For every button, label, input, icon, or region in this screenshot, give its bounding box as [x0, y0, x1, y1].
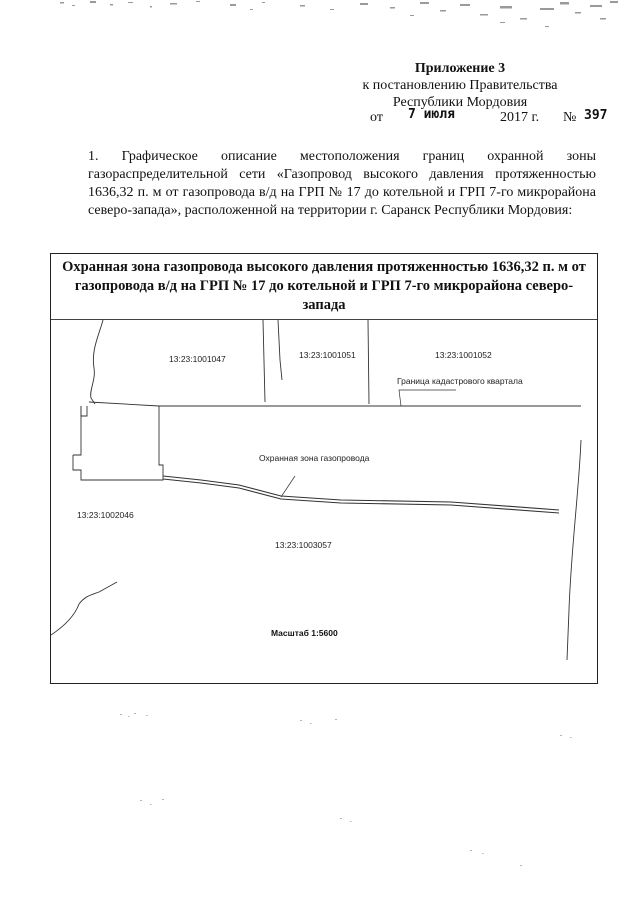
gas-pipeline — [163, 479, 559, 513]
date-from-label: от — [370, 110, 383, 125]
gas-pipeline — [163, 476, 559, 510]
parcel-label: 13:23:1001047 — [169, 354, 226, 364]
parcel-boundary-line — [567, 440, 581, 660]
appendix-line-2: Республики Мордовия — [392, 95, 528, 110]
parcel-label: 13:23:1001051 — [299, 350, 356, 360]
parcel-boundary-line — [51, 582, 117, 635]
parcel-boundary-line — [278, 320, 282, 380]
leader-line — [399, 390, 456, 406]
parcel-boundary-line — [263, 320, 265, 402]
number-sign: № — [563, 110, 577, 125]
map-scale-label: Масштаб 1:5600 — [271, 628, 338, 638]
parcel-boundary-line — [91, 320, 103, 404]
appendix-title: Приложение 3 — [414, 61, 506, 76]
scan-noise-bottom — [0, 690, 640, 890]
parcel-boundary-line — [81, 406, 87, 416]
description-paragraph: 1. Графическое описание местоположения границ охранной зоны газораспределительной сети «Газопровод высокого давления протяженностью 1636,32 п. м от газопровода в/д на ГРП № 17 до котельной и ГРП 7-го микрорайона северо-запада», расположенной на территории г. Саранск Республики Мордовия: — [88, 149, 596, 218]
parcel-label: 13:23:1003057 — [275, 540, 332, 550]
document-number: 397 — [584, 108, 608, 123]
appendix-header — [330, 60, 590, 111]
leader-line — [281, 476, 295, 497]
date-year: 2017 г. — [500, 110, 540, 125]
scan-noise-top — [0, 0, 640, 40]
map-title: Охранная зона газопровода высокого давления протяженностью 1636,32 п. м от газопровода в/д на ГРП № 17 до котельной и ГРП 7-го микрорайона северо-запада — [51, 254, 597, 320]
date-day-month: 7 июля — [408, 107, 455, 122]
parcel-label: 13:23:1001052 — [435, 350, 492, 360]
zone-label: Охранная зона газопровода — [259, 453, 370, 463]
parcel-label: 13:23:1002046 — [77, 510, 134, 520]
parcel-boundary-line — [368, 320, 369, 404]
boundary-label: Граница кадастрового квартала — [397, 376, 523, 386]
parcel-boundary-line — [73, 455, 159, 480]
quarter-boundary-line — [89, 402, 581, 406]
map-frame — [50, 253, 598, 684]
parcel-boundary-line — [73, 406, 81, 455]
appendix-line-1: к постановлению Правительства — [362, 78, 558, 93]
parcel-boundary-line — [159, 406, 163, 480]
cadastral-map — [51, 320, 597, 682]
date-line — [370, 107, 610, 130]
